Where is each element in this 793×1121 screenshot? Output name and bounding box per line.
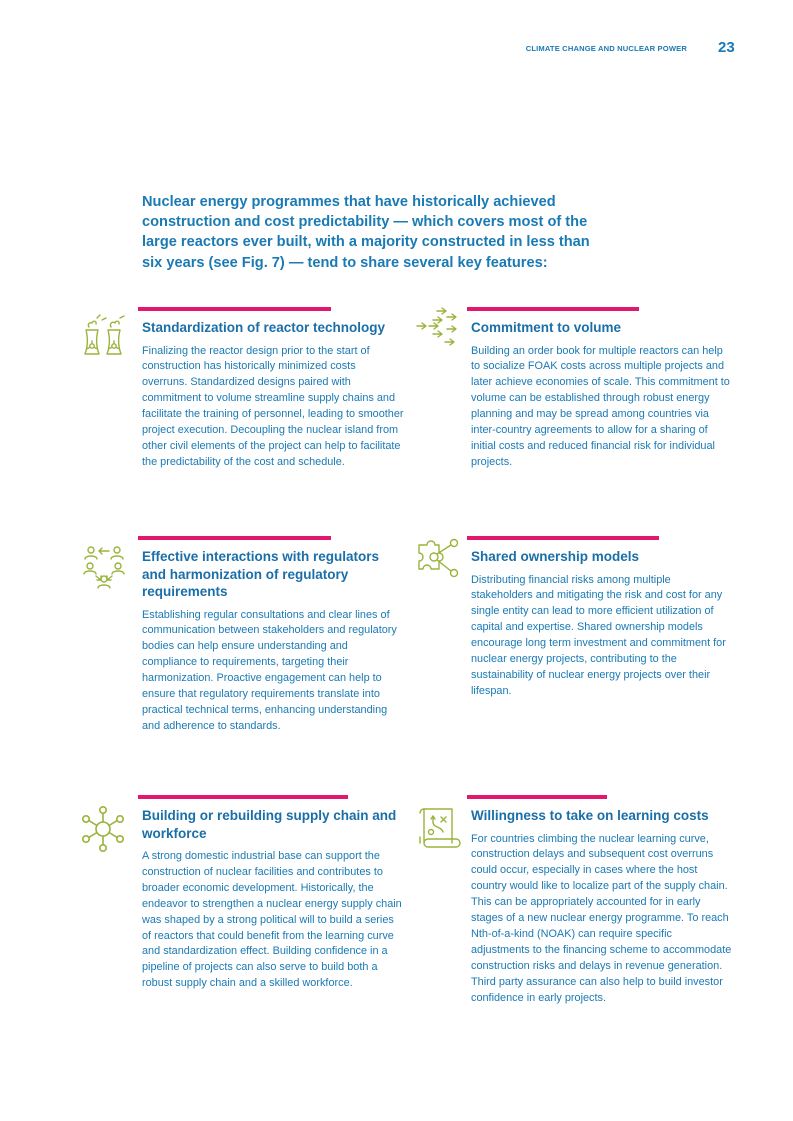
feature-body: Finalizing the reactor design prior to the start of construction has historically minimized costs overruns. Standardized designs paired with commitment to volume streamline supply chains and facilitate the training of personnel, leading to smoother project execution. Decoupling the nuclear island from other civil elements of the project can help to facilitate the predictability of the cost and schedule. <box>142 344 404 468</box>
feature-body: A strong domestic industrial base can support the construction of nuclear facilities and contributes to broader economic development. Historically, the endeavor to strengthen a nuclear energy supply chain was shaped by a strong political will to build a series of reactors that could benefit from the learning curve and standardization effect. Building confidence in a pipeline of projects can also serve to build both a robust supply chain and a skilled workforce. <box>142 850 402 990</box>
feature-title: Standardization of reactor technology <box>142 320 386 335</box>
feature-commitment-volume <box>471 307 733 471</box>
intro-paragraph: Nuclear energy programmes that have historically achieved construction and cost predictability — which covers most of the large reactors ever built, with a majority constructed in less than six years (see Fig. 7) — tend to share several key features: <box>142 194 590 271</box>
running-header-title: CLIMATE CHANGE AND NUCLEAR POWER <box>525 44 687 53</box>
feature-title: Commitment to volume <box>471 320 622 335</box>
feature-shared-ownership <box>471 536 733 700</box>
feature-learning-costs <box>471 795 733 1006</box>
accent-bar <box>467 307 639 311</box>
feature-title: Willingness to take on learning costs <box>471 808 709 823</box>
accent-bar <box>467 795 607 799</box>
feature-body: For countries climbing the nuclear learning curve, construction delays and subsequent cost overruns could occur, especially in cases where the host country would like to localize part of the supply chain. This can be appropriately accounted for in early stages of a new nuclear energy programme. To reach Nth-of-a-kind (NOAK) can require specific adjustments to the financing scheme to accommodate construction risks and delays in revenue generation. Third party assurance can also help to build investor confidence in early projects. <box>471 832 732 1004</box>
feature-body: Building an order book for multiple reactors can help to socialize FOAK costs across multiple projects and later achieve economies of scale. This commitment to volume can be established through robust energy planning and may be spread among countries via inter-country agreements to allow for a sharing of initial costs and reduced financial risk for individual projects. <box>471 344 730 468</box>
people-network-icon <box>82 543 126 589</box>
accent-bar <box>138 795 348 799</box>
accent-bar <box>138 536 331 540</box>
page-number: 23 <box>718 39 735 56</box>
feature-body: Establishing regular consultations and clear lines of communication between stakeholders and regulatory bodies can help ensure understanding and compliance to requirements, targeting their harmonization. Proactive engagement can help to ensure that regulatory requirements translate into practical technical terms, enhancing understanding and adherence to standards. <box>142 608 397 732</box>
feature-title: Effective interactions with regulators and harmonization of regulatory requirements <box>142 549 380 599</box>
feature-title: Shared ownership models <box>471 549 640 564</box>
feature-body: Distributing financial risks among multiple stakeholders and mitigating the risk and cost for any single entity can lead to more efficient utilization of capital and expertise. Shared ownership models encourage long term investment and commitment for nuclear energy projects, contributing to the sustainability of nuclear energy projects over their lifespan. <box>471 573 726 697</box>
feature-supply-chain <box>142 795 404 992</box>
cooling-towers-icon <box>80 310 128 358</box>
strategy-scroll-icon <box>415 805 461 851</box>
arrows-icon <box>415 306 463 348</box>
feature-title: Building or rebuilding supply chain and workforce <box>142 808 397 841</box>
feature-regulators <box>142 536 404 735</box>
hub-network-icon <box>80 805 126 853</box>
accent-bar <box>467 536 659 540</box>
feature-standardization <box>142 307 404 471</box>
accent-bar <box>138 307 331 311</box>
puzzle-icon <box>414 537 460 579</box>
